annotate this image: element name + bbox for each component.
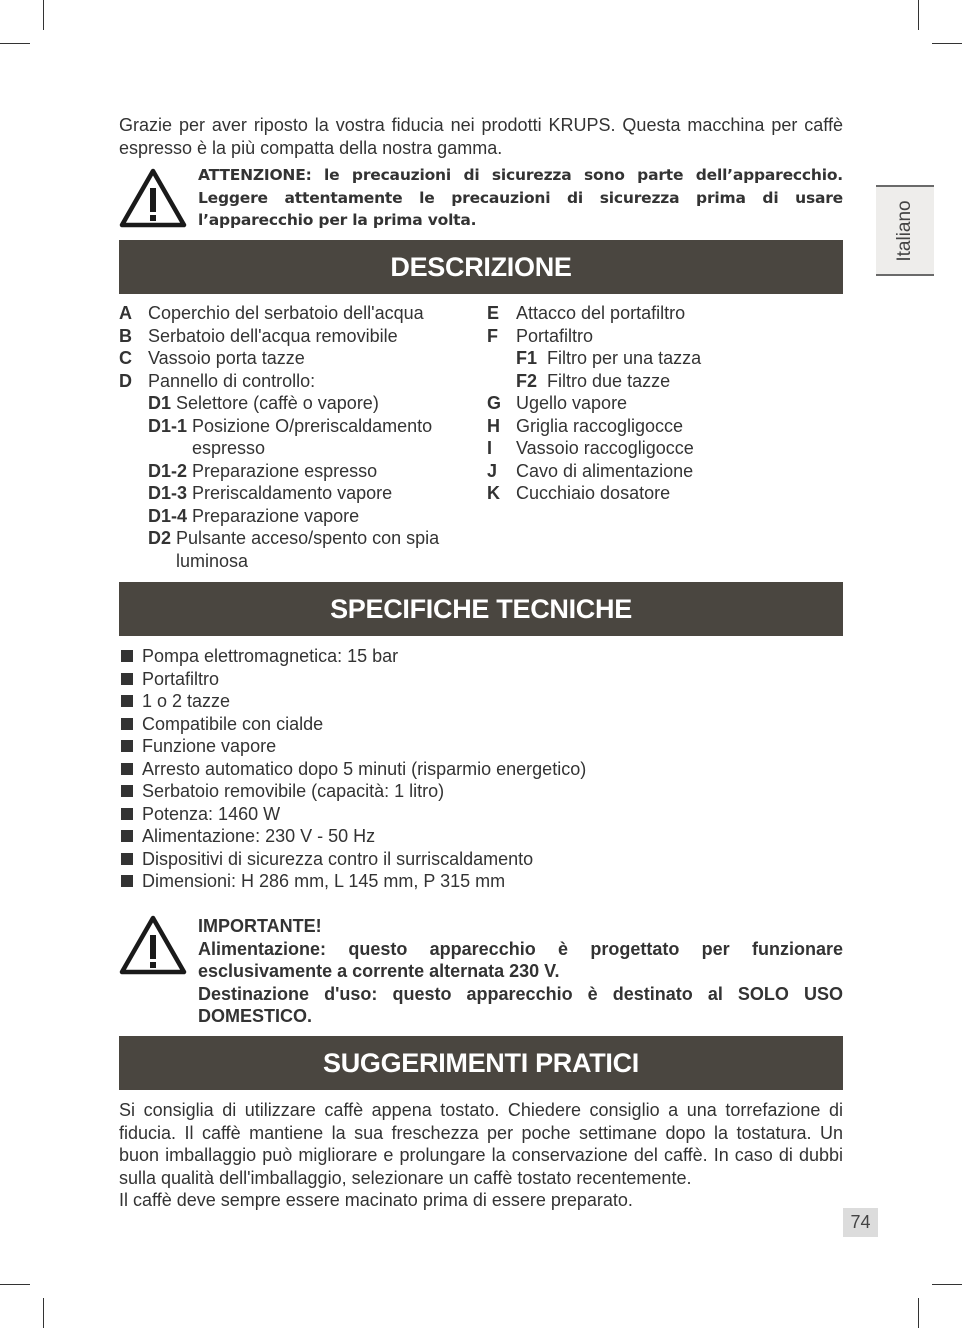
language-tab-label: Italiano	[894, 199, 915, 262]
list-item: J Cavo di alimentazione	[487, 460, 694, 481]
list-item: Funzione vapore	[119, 735, 843, 758]
list-item: H Griglia raccogligocce	[487, 415, 684, 436]
crop-mark	[932, 1284, 962, 1285]
list-item: Dispositivi di sicurezza contro il surriscaldamento	[119, 848, 843, 871]
square-bullet-icon	[121, 875, 133, 887]
square-bullet-icon	[121, 650, 133, 662]
crop-mark	[43, 0, 44, 30]
square-bullet-icon	[121, 763, 133, 775]
intro-paragraph: Grazie per aver riposto la vostra fiducia nei prodotti KRUPS. Questa macchina per caffè espresso è la più compatta della nostra gamma.	[119, 115, 843, 158]
list-item: F Portafiltro	[487, 325, 594, 346]
important-power-text: Alimentazione: questo apparecchio è progettato per funzionare esclusivamente a corrente alternata 230 V.	[198, 938, 843, 981]
description-list-right	[487, 302, 843, 505]
square-bullet-icon	[121, 808, 133, 820]
crop-mark	[932, 43, 962, 44]
safety-warning	[119, 164, 843, 232]
square-bullet-icon	[121, 695, 133, 707]
square-bullet-icon	[121, 718, 133, 730]
square-bullet-icon	[121, 830, 133, 842]
list-item: Arresto automatico dopo 5 minuti (risparmio energetico)	[119, 758, 843, 781]
crop-mark	[0, 43, 30, 44]
list-item: G Ugello vapore	[487, 393, 628, 413]
specs-list	[119, 645, 843, 893]
warning-triangle-icon	[119, 168, 187, 228]
sub-list-item: D1-3 Preriscaldamento vapore	[148, 483, 393, 503]
safety-warning-text: ATTENZIONE: le precauzioni di sicurezza sono parte dell’apparecchio. Leggere attentamente le precauzioni di sicurezza prima di usare l’apparecchio per la prima volta.	[198, 166, 843, 229]
list-item: I Vassoio raccogligocce	[487, 438, 694, 458]
advice-paragraph: Il caffè deve sempre essere macinato prima di essere preparato.	[119, 1190, 633, 1210]
list-item: E Attacco del portafiltro	[487, 303, 686, 323]
sub-list-item: D1-2 Preparazione espresso	[148, 460, 378, 481]
list-item: Serbatoio removibile (capacità: 1 litro)	[119, 780, 843, 803]
important-title: IMPORTANTE!	[198, 916, 322, 936]
list-item: A Coperchio del serbatoio dell'acqua	[119, 303, 424, 323]
sub-list-item: F2 Filtro due tazze	[516, 370, 671, 391]
important-use-text: Destinazione d'uso: questo apparecchio è destinato al SOLO USO DOMESTICO.	[198, 983, 843, 1026]
important-warning	[119, 915, 843, 1030]
sub-list-item: D1-4 Preparazione vapore	[148, 505, 360, 526]
list-item: Portafiltro	[119, 668, 843, 691]
square-bullet-icon	[121, 673, 133, 685]
description-list-left	[119, 302, 469, 572]
crop-mark	[43, 1298, 44, 1328]
list-item: Dimensioni: H 286 mm, L 145 mm, P 315 mm	[119, 870, 843, 893]
list-item: D Pannello di controllo:	[119, 370, 316, 391]
list-item: Pompa elettromagnetica: 15 bar	[119, 645, 843, 668]
list-item: Compatibile con cialde	[119, 713, 843, 736]
list-item: C Vassoio porta tazze	[119, 348, 305, 368]
advice-paragraph: Si consiglia di utilizzare caffè appena tostato. Chiedere consiglio a una torrefazione di fiducia. Il caffè mantiene la sua freschezza per poche settimane dopo la tostatura. Un buon imballaggio può migliorare e prolungare la conservazione del caffè. In caso di dubbi sulla qualità dell'imballaggio, selezionare un caffè tostato recentemente.	[119, 1100, 843, 1188]
list-item: 1 o 2 tazze	[119, 690, 843, 713]
crop-mark	[918, 0, 919, 30]
list-item: Alimentazione: 230 V - 50 Hz	[119, 825, 843, 848]
square-bullet-icon	[121, 785, 133, 797]
sub-list-item: F1 Filtro per una tazza	[516, 348, 702, 368]
language-tab	[876, 185, 934, 276]
list-item: Potenza: 1460 W	[119, 803, 843, 826]
sub-list-item: D1-1 Posizione O/preriscaldamento espresso	[148, 415, 433, 458]
sub-list-item: D2 Pulsante acceso/spento con spia luminosa	[148, 528, 440, 571]
sub-list-item: D1 Selettore (caffè o vapore)	[148, 393, 379, 413]
advice-text	[119, 1099, 843, 1212]
warning-triangle-icon	[119, 915, 187, 975]
section-heading-specifiche: SPECIFICHE TECNICHE	[119, 582, 843, 636]
page-number: 74	[843, 1208, 878, 1237]
crop-mark	[918, 1298, 919, 1328]
list-item: B Serbatoio dell'acqua removibile	[119, 325, 398, 346]
square-bullet-icon	[121, 740, 133, 752]
crop-mark	[0, 1284, 30, 1285]
section-heading-suggerimenti: SUGGERIMENTI PRATICI	[119, 1036, 843, 1090]
list-item: K Cucchiaio dosatore	[487, 483, 671, 503]
section-heading-descrizione: DESCRIZIONE	[119, 240, 843, 294]
square-bullet-icon	[121, 853, 133, 865]
